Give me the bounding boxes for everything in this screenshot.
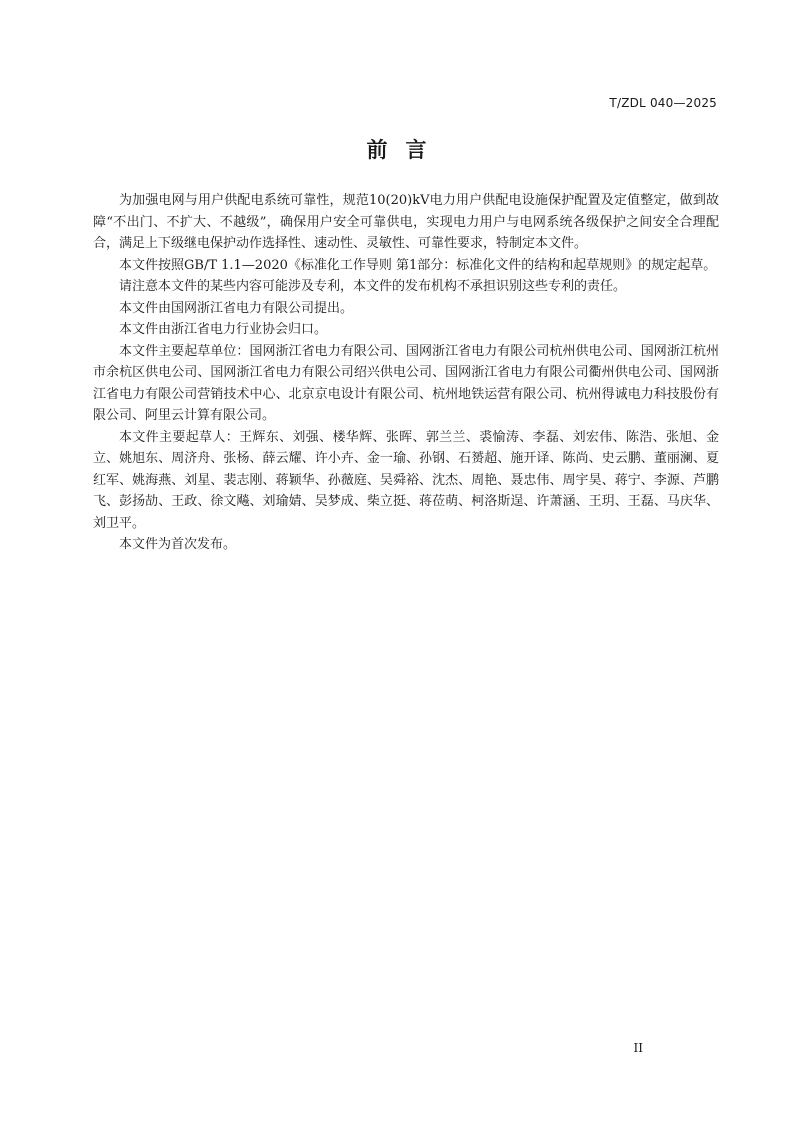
paragraph-drafting-rules: 本文件按照GB/T 1.1—2020《标准化工作导则 第1部分：标准化文件的结构和起草规则》的规定起草。 xyxy=(119,257,717,273)
paragraph-drafters: 本文件主要起草人：王辉东、刘强、楼华辉、张晖、郭兰兰、裘愉涛、李磊、刘宏伟、陈浩、张旭、金立、姚旭东、周济舟、张杨、薛云耀、许小卉、金一瑜、孙钢、石赟超、施开译、陈尚、史云鹏、董丽澜、夏红军、姚海燕、刘星、裴志刚、蒋颖华、孙薇庭、吴舜裕、沈杰、周艳、聂忠伟、周宇昊、蒋宁、李源、芦鹏飞、彭扬劼、王政、徐文飚、刘瑜婧、吴梦成、柴立挺、蒋莅萌、柯洛斯逞、许萧涵、王玥、王磊、马庆华、刘卫平。 xyxy=(93,429,719,531)
document-code: T/ZDL 040—2025 xyxy=(609,96,717,110)
paragraph-administrator: 本文件由浙江省电力行业协会归口。 xyxy=(119,322,328,337)
paragraph-patent-notice: 请注意本文件的某些内容可能涉及专利，本文件的发布机构不承担识别这些专利的责任。 xyxy=(119,279,627,294)
paragraph-drafting-units: 本文件主要起草单位：国网浙江省电力有限公司、国网浙江省电力有限公司杭州供电公司、国网浙江杭州市余杭区供电公司、国网浙江省电力有限公司绍兴供电公司、国网浙江省电力有限公司衢州供电公司、国网浙江省电力有限公司营销技术中心、北京京电设计有限公司、杭州地铁运营有限公司、杭州得诚电力科技股份有限公司、阿里云计算有限公司。 xyxy=(93,343,719,423)
paragraph-proposer: 本文件由国网浙江省电力有限公司提出。 xyxy=(119,300,354,316)
page-number: II xyxy=(633,1041,643,1055)
paragraph-purpose: 为加强电网与用户供配电系统可靠性，规范10(20)kV电力用户供配电设施保护配置及定值整定，做到故障“不出门、不扩大、不越级”，确保用户安全可靠供电，实现电力用户与电网系统各级保护之间安全合理配合，满足上下级继电保护动作选择性、速动性、灵敏性、可靠性要求，特制定本文件。 xyxy=(93,193,719,251)
page-title: 前言 xyxy=(366,138,445,162)
foreword-body xyxy=(93,190,719,556)
paragraph-first-release: 本文件为首次发布。 xyxy=(119,537,237,552)
